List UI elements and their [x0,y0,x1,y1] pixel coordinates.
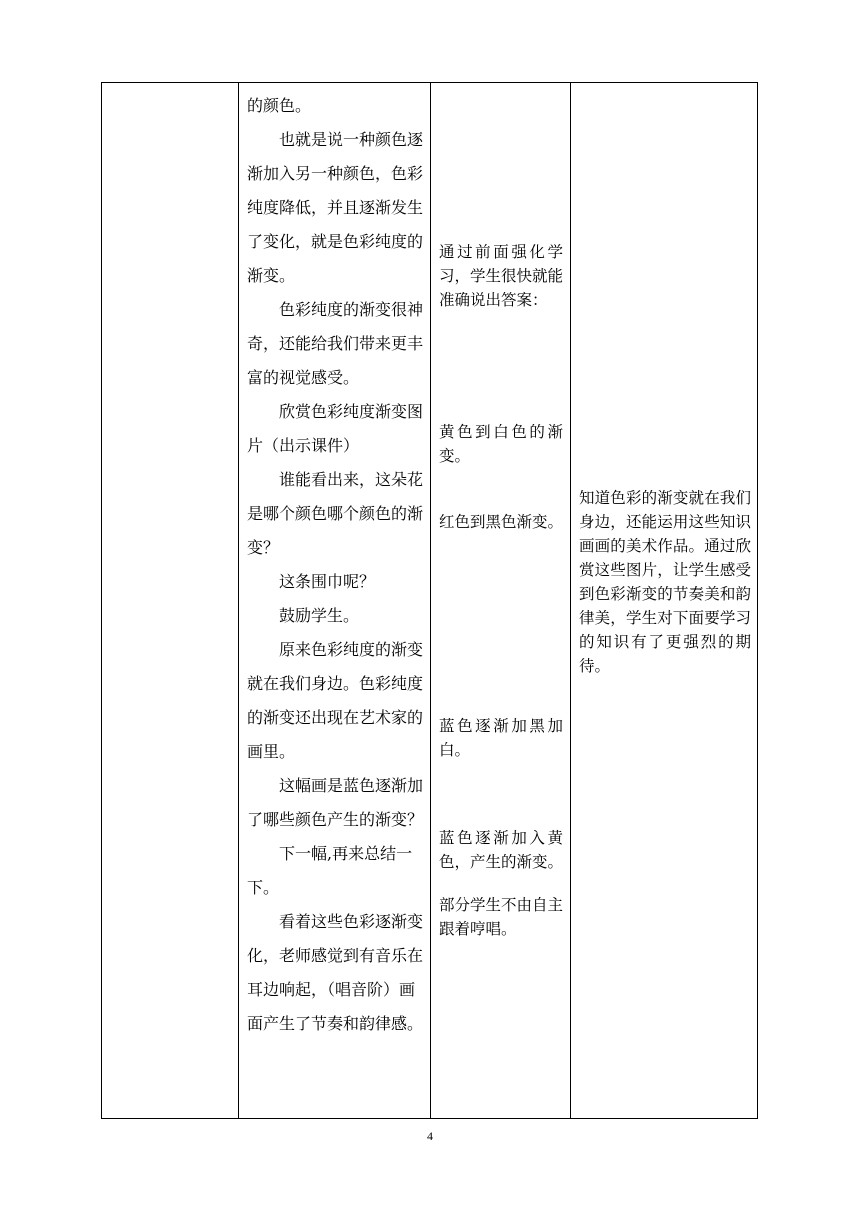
student-response: 蓝色逐渐加入黄色，产生的渐变。 [439,829,564,871]
paragraph: 原来色彩纯度的渐变就在我们身边。色彩纯度的渐变还出现在艺术家的画里。 [247,640,424,761]
student-response: 部分学生不由自主跟着哼唱。 [439,896,564,938]
table-cell-design-intent: 知道色彩的渐变就在我们身边，还能运用这些知识画画的美术作品。通过欣赏这些图片，让学生感受到色彩渐变的节奏美和韵律美，学生对下面要学习的知识有了更强烈的期待。 [579,489,751,675]
student-response: 红色到黑色渐变。 [439,513,564,531]
student-response: 蓝色逐渐加黑加白。 [439,717,563,759]
paragraph: 鼓励学生。 [279,606,360,625]
paragraph: 也就是说一种颜色逐渐加入另一种颜色，色彩纯度降低，并且逐渐发生了变化，就是色彩纯度的渐变。 [247,130,424,285]
column-divider [430,83,431,1118]
student-response: 通过前面强化学习，学生很快就能准确说出答案： [439,243,564,309]
paragraph: 色彩纯度的渐变很神奇，还能给我们带来更丰富的视觉感受。 [247,300,424,387]
table-cell-student-activity [439,83,563,1118]
column-divider [570,83,571,1118]
paragraph: 谁能看出来，这朵花是哪个颜色哪个颜色的渐变？ [247,470,424,557]
table-cell-teacher-activity [247,89,423,1041]
column-divider [238,83,239,1118]
student-response: 黄色到白色的渐变。 [439,423,563,465]
paragraph: 这幅画是蓝色逐渐加了哪些颜色产生的渐变？ [247,776,424,829]
paragraph: 的颜色。 [247,96,312,115]
lesson-table [101,82,758,1119]
paragraph: 欣赏色彩纯度渐变图片（出示课件） [247,402,424,455]
paragraph: 这条围巾呢？ [279,572,376,591]
page-number: 4 [427,1129,433,1143]
paragraph: 下一幅,再来总结一下。 [247,844,413,897]
paragraph: 看着这些色彩逐渐变化，老师感觉到有音乐在耳边响起，（唱音阶）画面产生了节奏和韵律感。 [247,912,424,1033]
